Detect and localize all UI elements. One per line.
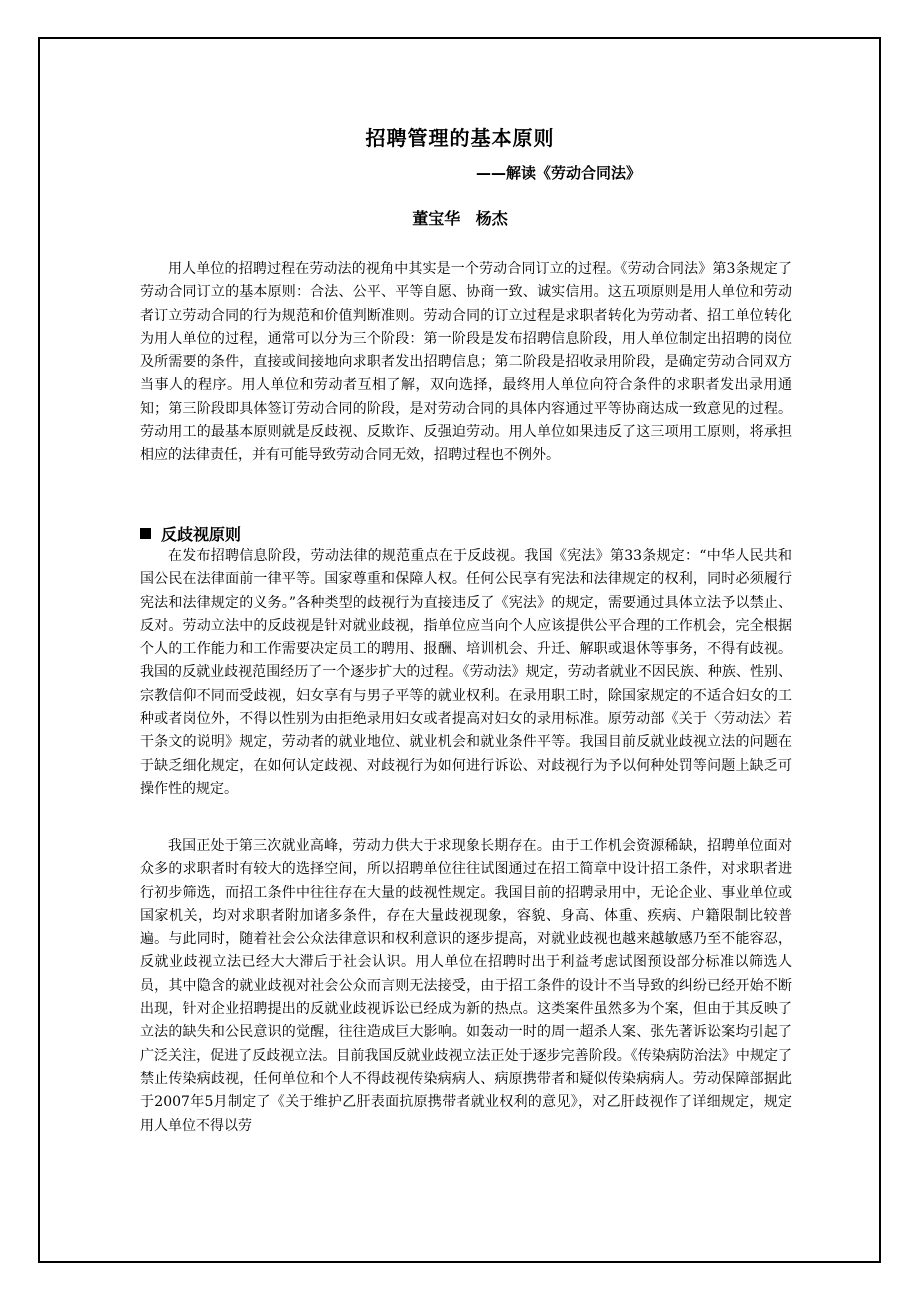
- document-title: 招聘管理的基本原则: [365, 126, 555, 150]
- intro-paragraph: 用人单位的招聘过程在劳动法的视角中其实是一个劳动合同订立的过程。《劳动合同法》第3条规定了劳动合同订立的基本原则：合法、公平、平等自愿、协商一致、诚实信用。这五项原则是用人单位和劳动者订立劳动合同的行为规范和价值判断准则。劳动合同的订立过程是求职者转化为劳动者、招工单位转化为用人单位的过程，通常可以分为三个阶段：第一阶段是发布招聘信息阶段，用人单位制定出招聘的岗位及所需要的条件，直接或间接地向求职者发出招聘信息；第二阶段是招收录用阶段，是确定劳动合同双方当事人的程序。用人单位和劳动者互相了解，双向选择，最终用人单位向符合条件的求职者发出录用通知；第三阶段即具体签订劳动合同的阶段，是对劳动合同的具体内容通过平等协商达成一致意见的过程。劳动用工的最基本原则就是反歧视、反欺诈、反强迫劳动。用人单位如果违反了这三项用工原则，将承担相应的法律责任，并有可能导致劳动合同无效，招聘过程也不例外。: [140, 261, 792, 464]
- section-heading: [140, 522, 241, 545]
- document-authors: 董宝华 杨杰: [412, 209, 508, 228]
- document-subtitle: ——解读《劳动合同法》: [476, 164, 642, 182]
- square-bullet-icon: [140, 528, 151, 539]
- body-paragraph-2: 我国正处于第三次就业高峰，劳动力供大于求现象长期存在。由于工作机会资源稀缺，招聘单位面对众多的求职者时有较大的选择空间，所以招聘单位往往试图通过在招工简章中设计招工条件，对求职者进行初步筛选，而招工条件中往往存在大量的歧视性规定。我国目前的招聘录用中，无论企业、事业单位或国家机关，均对求职者附加诸多条件，存在大量歧视现象，容貌、身高、体重、疾病、户籍限制比较普遍。与此同时，随着社会公众法律意识和权利意识的逐步提高，对就业歧视也越来越敏感乃至不能容忍，反就业歧视立法已经大大滞后于社会认识。用人单位在招聘时出于利益考虑试图预设部分标准以筛选人员，其中隐含的就业歧视对社会公众而言则无法接受，由于招工条件的设计不当导致的纠纷已经开始不断出现，针对企业招聘提出的反就业歧视诉讼已经成为新的热点。这类案件虽然多为个案，但由于其反映了立法的缺失和公民意识的觉醒，往往造成巨大影响。如轰动一时的周一超杀人案、张先著诉讼案均引起了广泛关注，促进了反歧视立法。目前我国反就业歧视立法正处于逐步完善阶段。《传染病防治法》中规定了禁止传染病歧视，任何单位和个人不得歧视传染病病人、病原携带者和疑似传染病病人。劳动保障部据此于2007年5月制定了《关于维护乙肝表面抗原携带者就业权利的意见》，对乙肝歧视作了详细规定，规定用人单位不得以劳: [140, 838, 792, 1134]
- section-heading-text: 反歧视原则: [161, 525, 242, 544]
- body-paragraph-1: 在发布招聘信息阶段，劳动法律的规范重点在于反歧视。我国《宪法》第33条规定：“中华人民共和国公民在法律面前一律平等。国家尊重和保障人权。任何公民享有宪法和法律规定的权利，同时必须履行宪法和法律规定的义务。”各种类型的歧视行为直接违反了《宪法》的规定，需要通过具体立法予以禁止、反对。劳动立法中的反歧视是针对就业歧视，指单位应当向个人应该提供公平合理的工作机会，完全根据个人的工作能力和工作需要决定员工的聘用、报酬、培训机会、升迁、解职或退休等事务，不得有歧视。我国的反就业歧视范围经历了一个逐步扩大的过程。《劳动法》规定，劳动者就业不因民族、种族、性别、宗教信仰不同而受歧视，妇女享有与男子平等的就业权利。在录用职工时，除国家规定的不适合妇女的工种或者岗位外，不得以性别为由拒绝录用妇女或者提高对妇女的录用标准。原劳动部《关于〈劳动法〉若干条文的说明》规定，劳动者的就业地位、就业机会和就业条件平等。我国目前反就业歧视立法的问题在于缺乏细化规定，在如何认定歧视、对歧视行为如何进行诉讼、对歧视行为予以何种处罚等问题上缺乏可操作性的规定。: [140, 548, 792, 797]
